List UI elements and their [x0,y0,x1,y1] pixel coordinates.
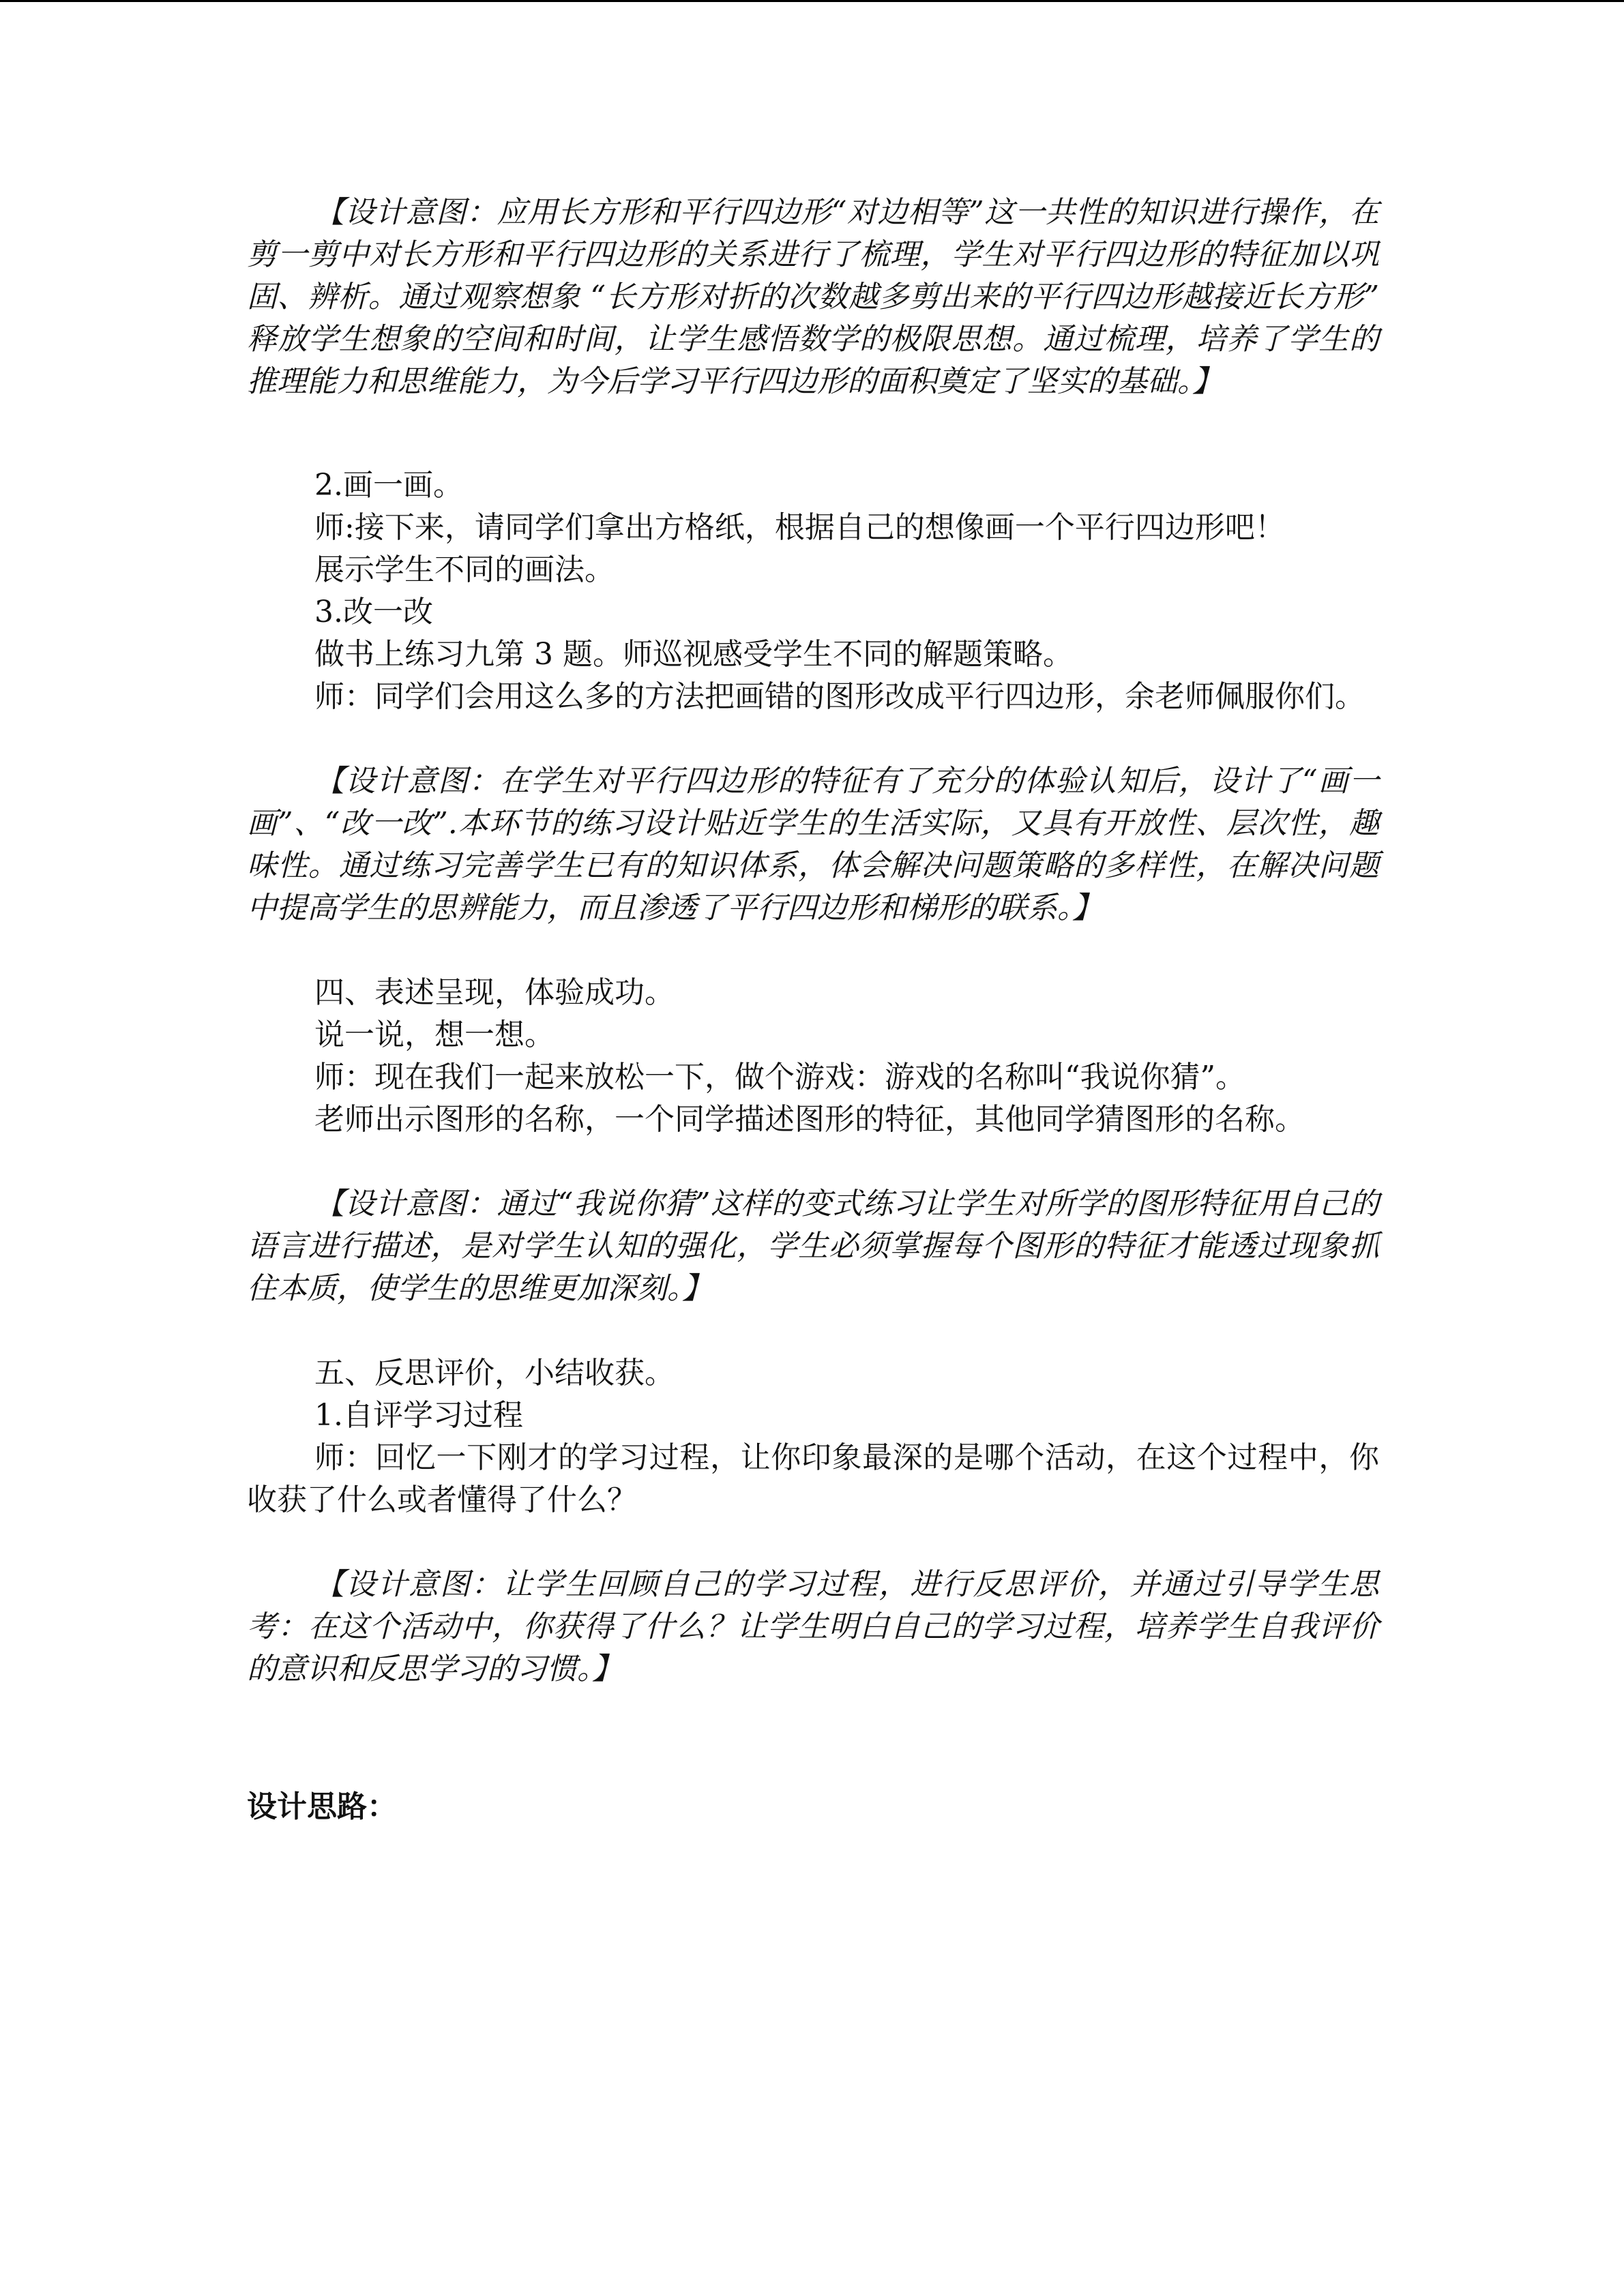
spacer [247,1521,1379,1564]
teacher-line: 师：同学们会用这么多的方法把画错的图形改成平行四边形，余老师佩服你们。 [314,679,1365,714]
design-intent-paragraph: 【设计意图：应用长方形和平行四边形“对边相等”这一共性的知识进行操作，在剪一剪中对长方形和平行四边形的关系进行了梳理，学生对平行四边形的特征加以巩固、辨析。通过观察想象 “长方形对折的次数越多剪出来的平行四边形越接近长方形” 释放学生想象的空间和时间，让学生感悟数学的极限思想。通过梳理，培养了学生的推理能力和思维能力，为今后学习平行四边形的面积奠定了坚实的基础。】 [247,195,1379,399]
body-line: 展示学生不同的画法。 [314,552,615,587]
spacer [247,1310,1379,1352]
body-line: 说一说，想一想。 [314,1017,555,1052]
teacher-line: 师：回忆一下刚才的学习过程，让你印象最深的是哪个活动，在这个过程中，你收获了什么或者懂得了什么？ [247,1440,1379,1517]
body-line: 老师出示图形的名称，一个同学描述图形的特征，其他同学猜图形的名称。 [314,1102,1305,1137]
spacer [247,929,1379,972]
section-heading-4: 四、表述呈现，体验成功。 [314,975,675,1010]
section-title-draw: 2.画一画。 [314,468,463,503]
spacer [247,718,1379,760]
spacer [247,1141,1379,1183]
section-title-change: 3.改一改 [314,595,433,629]
spacer [247,403,1379,464]
design-intent-paragraph: 【设计意图：在学生对平行四边形的特征有了充分的体验认知后，设计了“画一画”、“改一改”.本环节的练习设计贴近学生的生活实际，又具有开放性、层次性，趣味性。通过练习完善学生已有的知识体系，体会解决问题策略的多样性，在解决问题中提高学生的思辨能力，而且渗透了平行四边形和梯形的联系。】 [247,764,1379,925]
document-body [247,192,1379,1828]
teacher-line: 师：现在我们一起来放松一下，做个游戏：游戏的名称叫“我说你猜”。 [314,1060,1245,1094]
body-line: 做书上练习九第 3 题。师巡视感受学生不同的解题策略。 [314,637,1073,672]
section-heading-5: 五、反思评价，小结收获。 [314,1356,675,1390]
spacer [247,1690,1379,1786]
design-intent-paragraph: 【设计意图：让学生回顾自己的学习过程，进行反思评价，并通过引导学生思考：在这个活动中，你获得了什么？让学生明白自己的学习过程，培养学生自我评价的意识和反思学习的习惯。】 [247,1567,1379,1686]
design-idea-heading: 设计思路： [247,1789,397,1824]
teacher-line: 师:接下来，请同学们拿出方格纸，根据自己的想像画一个平行四边形吧！ [314,510,1285,545]
design-intent-paragraph: 【设计意图：通过“我说你猜”这样的变式练习让学生对所学的图形特征用自己的语言进行描述，是对学生认知的强化，学生必须掌握每个图形的特征才能透过现象抓住本质，使学生的思维更加深刻。】 [247,1187,1379,1306]
body-line: 1.自评学习过程 [314,1398,523,1433]
